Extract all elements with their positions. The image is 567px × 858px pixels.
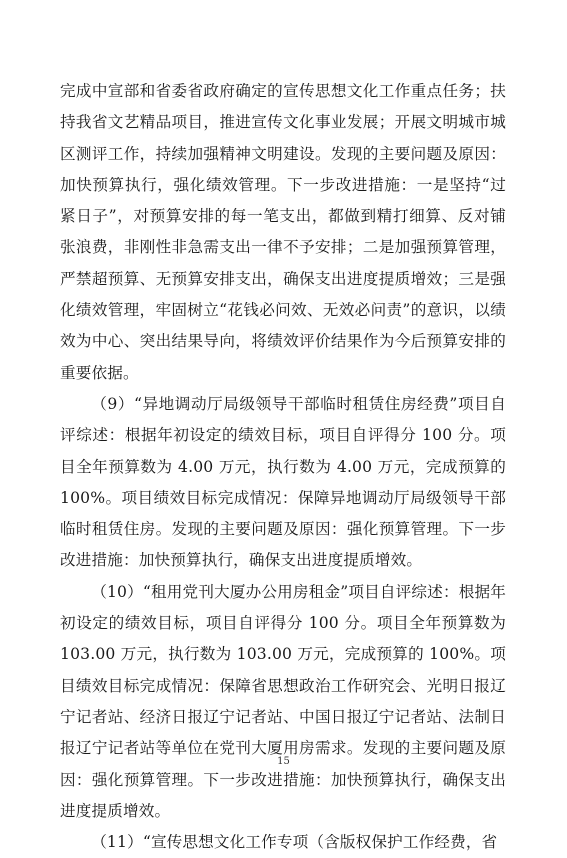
paragraph-item-11: （11）“宣传思想文化工作专项（含版权保护工作经费，省 (91, 833, 498, 852)
paragraph-item-9: （9）“异地调动厅局级领导干部临时租赁住房经费”项目自评综述：根据年初设定的绩效目标，项目自评得分 100 分。项目全年预算数为 4.00 万元，执行数为 4.00 万元，完成预算的 100%。项目绩效目标完成情况：保障异地调动厅局级领导干部临时租赁住房。发现的主要问题及原因：强化预算管理。下一步改进措施：加快预算执行，确保支出进度提质增效。 (60, 394, 506, 570)
page-number: 15 (277, 756, 290, 767)
paragraph-continuation: 完成中宣部和省委省政府确定的宣传思想文化工作重点任务；扶持我省文艺精品项目，推进宣传文化事业发展；开展文明城市城区测评工作，持续加强精神文明建设。发现的主要问题及原因：加快预算执行，强化绩效管理。下一步改进措施：一是坚持“过紧日子”，对预算安排的每一笔支出，都做到精打细算、反对铺张浪费，非刚性非急需支出一律不予安排；二是加强预算管理，严禁超预算、无预算安排支出，确保支出进度提质增效；三是强化绩效管理，牢固树立“花钱必问效、无效必问责”的意识，以绩效为中心、突出结果导向，将绩效评价结果作为今后预算安排的重要依据。 (60, 82, 506, 382)
paragraph-item-10: （10）“租用党刊大厦办公用房租金”项目自评综述：根据年初设定的绩效目标，项目自评得分 100 分。项目全年预算数为 103.00 万元，执行数为 103.00 万元，完成预算的 100%。项目绩效目标完成情况：保障省思想政治工作研究会、光明日报辽宁记者站、经济日报辽宁记者站、中国日报辽宁记者站、法制日报辽宁记者站等单位在党刊大厦用房需求。发现的主要问题及原因：强化预算管理。下一步改进措施：加快预算执行，确保支出进度提质增效。 (60, 582, 506, 820)
body-text (60, 76, 506, 858)
